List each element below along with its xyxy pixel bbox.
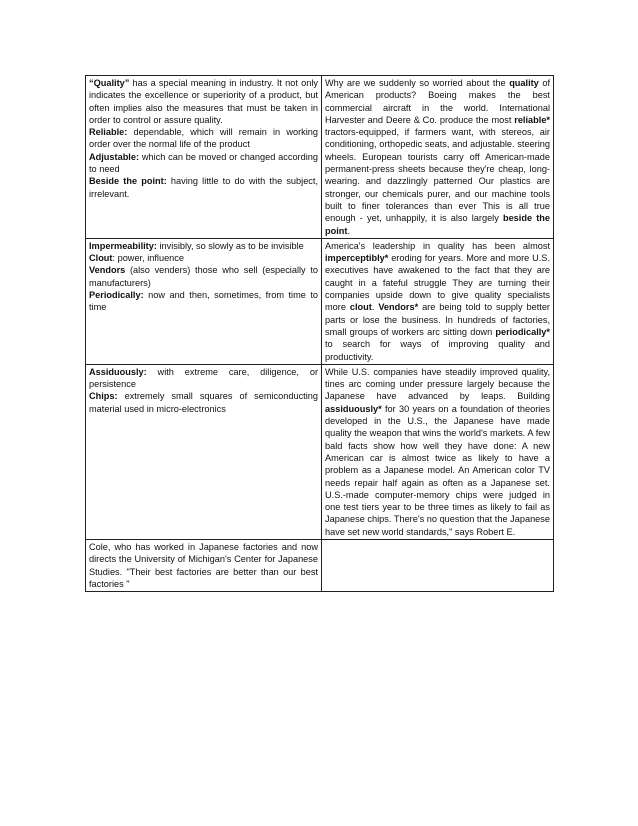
glossary-term: Impermeability: [89,240,157,251]
glossary-entry [89,366,321,391]
keyword: assiduously* [325,403,382,414]
keyword: reliable* [514,114,550,125]
glossary-cell [86,364,322,539]
passage-text: While U.S. companies have steadily improved quality, tines arc coming under pressure largely because the Japanese have advanced by leaps. Building [325,366,553,402]
glossary-entry [89,289,321,314]
vocabulary-table [85,75,554,592]
keyword: clout [349,302,372,313]
empty-cell [322,539,554,591]
keyword: imperceptibly* [325,253,389,264]
glossary-definition: invisibly, so slowly as to be invisible [156,240,304,251]
glossary-definition: has a special meaning in industry. It not only indicates the excellence or superiority of a product, but often implies also the measures that must be taken in order to control or assure quality. [89,78,321,125]
glossary-definition: which can be moved or changed according to need [89,151,321,175]
continuation-cell: Cole, who has worked in Japanese factories and now directs the University of Michigan's Center for Japanese Studies. "Their best factories are better than our best factories " [86,539,322,591]
glossary-entry [89,390,321,415]
passage-cell [322,238,554,364]
keyword: periodically* [495,326,550,337]
glossary-entry [89,252,318,264]
glossary-definition: : power, influence [112,253,184,264]
passage-text: to search for ways of improving quality and productivity. [325,326,553,362]
glossary-definition: (also venders) those who sell (especially to manufacturers) [89,265,321,288]
glossary-entry [89,175,321,200]
passage-text: tractors-equipped, if farmers want, with stereos, air conditioning, orthopedic seats, and adjustable. steering wheels. European tourists carry off American-made permanent-press sheets because they're cheap, long-wearing. and dazzlingly patterned Our plastics are stronger, our chemicals purer, and our machine tools built to finer tolerances than ever This is all true enough - yet, unhappily, it is also largely [325,114,553,224]
glossary-term: Reliable: [89,127,128,138]
passage-text: eroding for years. More and more U.S. executives have awakened to the fact that they are caught in a fateful struggle They are turning their companies upside down to give quality specialists more [325,253,553,313]
keyword: quality [509,78,539,88]
glossary-term: Vendors [89,265,126,276]
passage-text: are being told to supply better parts or lose the business. In hundreds of factories, small groups of workers arc sitting down [325,302,553,337]
glossary-term: Assiduously: [89,366,147,377]
passage-cell [322,364,554,539]
glossary-term: Chips: [89,391,118,402]
glossary-entry [89,151,321,176]
glossary-definition: extremely small squares of semiconducting material used in micro-electronics [89,391,321,414]
passage-text: . [371,302,379,313]
keyword: Vendors* [378,302,419,313]
glossary-definition: with extreme care, diligence, or persistence [89,366,321,390]
table-row [86,539,554,591]
glossary-term: Beside the point: [89,176,167,187]
glossary-cell [86,238,322,364]
table-row [86,238,554,364]
glossary-entry [89,264,321,289]
glossary-term: Clout [89,253,113,264]
glossary-term: “Quality” [89,78,130,88]
glossary-definition: having little to do with the subject, irrelevant. [89,176,321,199]
table-row [86,364,554,539]
table-row [86,76,554,239]
passage-text: Why are we suddenly so worried about the [325,78,510,88]
glossary-cell [86,76,322,239]
passage-text: of American products? Boeing makes the best commercial aircraft in the world. International Harvester and Deere & Co. produce the most [325,78,553,125]
glossary-entry [89,240,318,252]
glossary-term: Adjustable: [89,151,140,162]
passage-text: for 30 years on a foundation of theories developed in the U.S., the Japanese have made quality the weapon that wins the world's markets. A few bald facts show how well they have done: A new American car is almost twice as likely to have a problem as a Japanese model. An American color TV needs repair half again as often as a Japanese set. U.S.-made computer-memory chips were judged in one test tiers year to be three times as likely to fail as Japanese chips. There's no question that the Japanese have set new world standards," says Robert E. [325,403,553,537]
passage-text: America's leadership in quality has been almost [325,240,553,251]
glossary-entry [89,77,321,126]
glossary-term: Periodically: [89,290,144,301]
keyword: beside the point [325,213,553,236]
glossary-definition: dependable, which will remain in working order over the normal life of the product [89,127,321,150]
passage-text: . [347,225,351,236]
glossary-entry [89,126,321,151]
glossary-definition: now and then, sometimes, from time to time [89,290,321,313]
passage-cell [322,76,554,239]
